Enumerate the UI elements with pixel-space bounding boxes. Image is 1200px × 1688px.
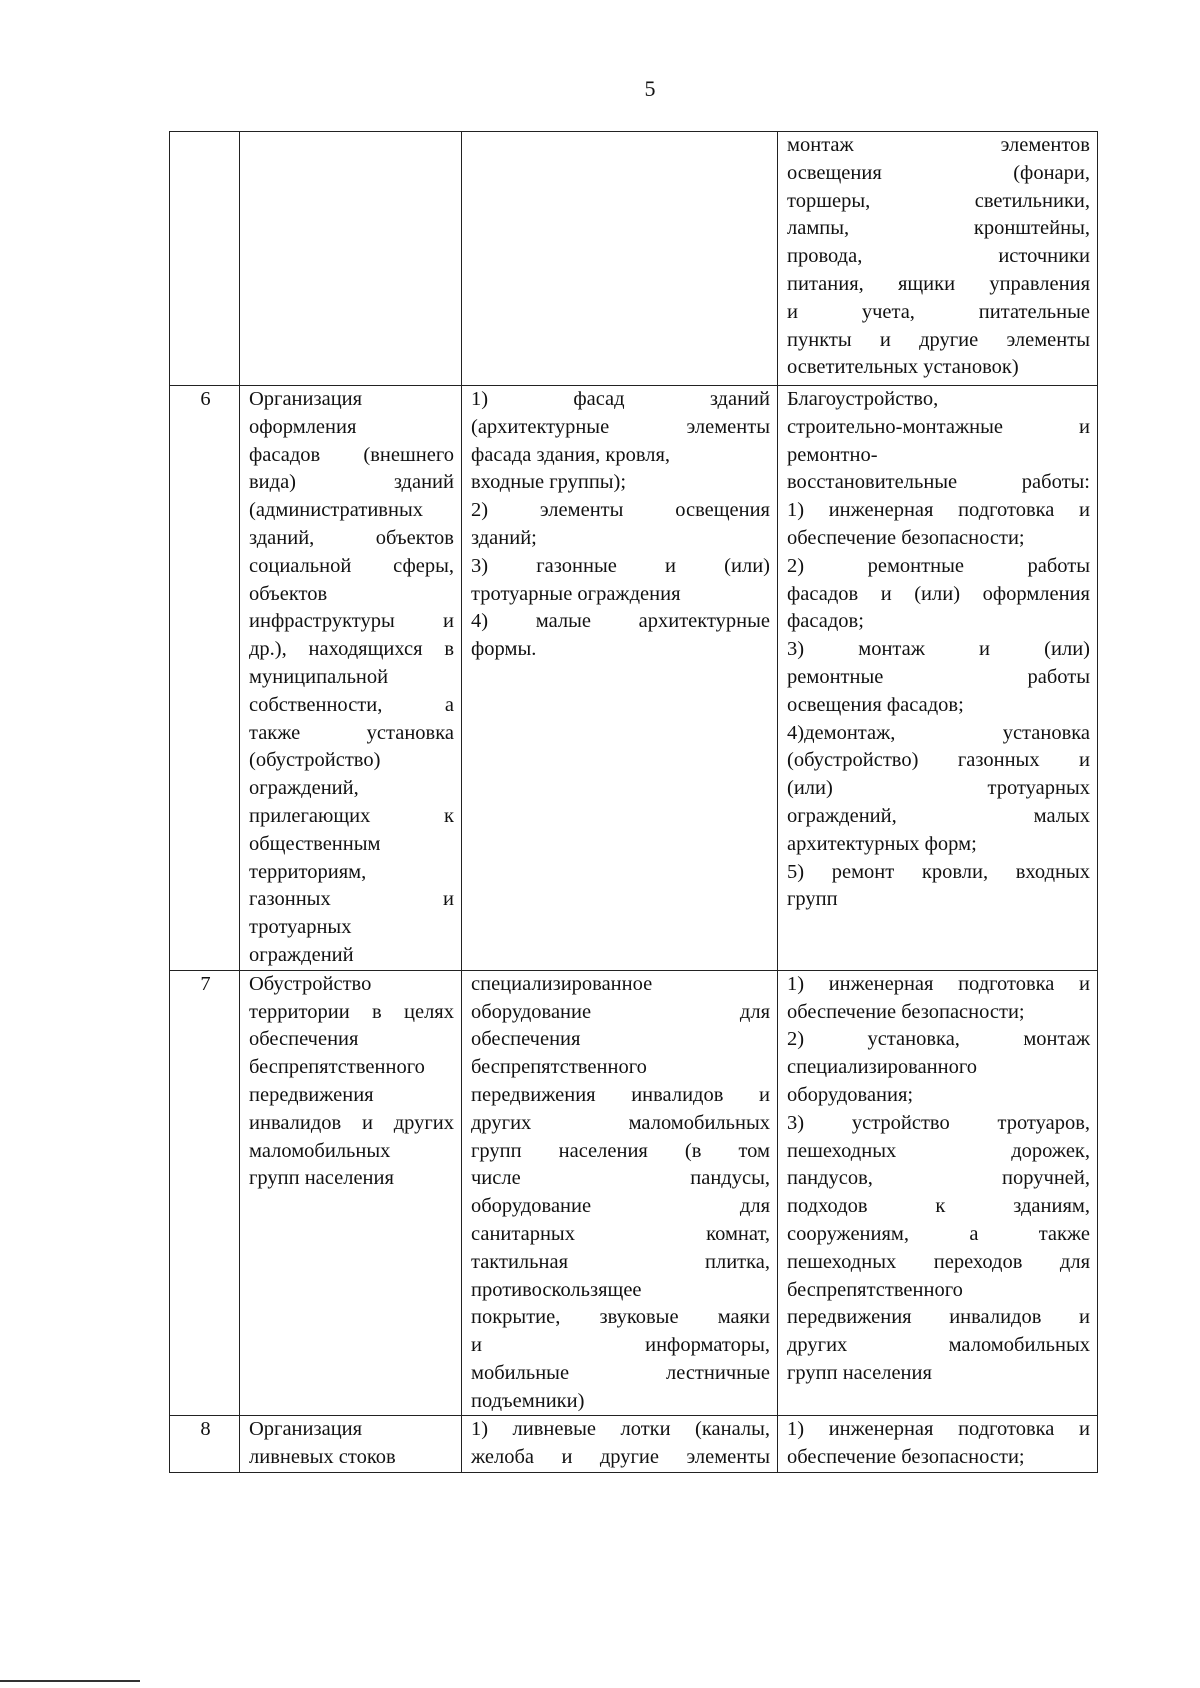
text-line: Организация (249, 388, 363, 410)
text-line: объектов (249, 582, 328, 605)
text-line: Организация (249, 1418, 363, 1441)
text-line: Обустройство (249, 972, 372, 995)
text-line: фасадов и (или) оформления (787, 582, 1090, 605)
text-line: тротуарных (249, 916, 352, 939)
work-type-cell (240, 970, 462, 1416)
text-line: оборудования; (787, 1083, 914, 1106)
text-line: также установка (249, 721, 454, 744)
text-line: подходов к зданиям, (787, 1195, 1090, 1218)
text-line: специализированного (787, 1056, 978, 1079)
text-line: 4)демонтаж, установка (787, 721, 1090, 744)
text-line: и учета, питательные (787, 300, 1090, 323)
table-row (170, 386, 1098, 971)
text-line: тротуарные ограждения (471, 582, 681, 605)
text-line: ограждений, (249, 777, 359, 800)
text-line: обеспечение безопасности; (787, 526, 1025, 549)
text-line: 1) инженерная подготовка и (787, 499, 1090, 522)
text-line: санитарных комнат, (471, 1222, 770, 1245)
text-line: (или) тротуарных (787, 777, 1090, 800)
text-line: ливневых стоков (249, 1446, 396, 1469)
text-line: оборудование для (471, 1000, 770, 1023)
works-cell (778, 132, 1098, 386)
text-line: торшеры, светильники, (787, 189, 1090, 212)
text-line: 3) газонные и (или) (471, 554, 770, 577)
work-type-cell (240, 1416, 462, 1473)
text-line: групп населения (в том (471, 1139, 770, 1162)
page-number: 5 (644, 76, 656, 101)
text-line: пандусов, поручней, (787, 1167, 1090, 1190)
text-line: 2) элементы освещения (471, 499, 770, 522)
elements-cell (462, 1416, 778, 1473)
text-line: пункты и другие элементы (787, 328, 1090, 351)
text-line: 5) ремонт кровли, входных (787, 860, 1090, 883)
text-line: других маломобильных (471, 1111, 770, 1134)
text-line: питания, ящики управления (787, 272, 1090, 295)
text-line: зданий; (471, 526, 537, 549)
text-line: территориям, (249, 860, 367, 883)
text-line: тактильная плитка, (471, 1250, 770, 1273)
text-line: общественным (249, 832, 381, 855)
text-line: архитектурных форм; (787, 832, 977, 855)
text-line: (архитектурные элементы (471, 415, 770, 438)
works-cell (778, 386, 1098, 971)
text-line: фасада здания, кровля, (471, 443, 671, 466)
text-line: беспрепятственного (471, 1056, 647, 1079)
table-row (170, 970, 1098, 1416)
text-line: 1) инженерная подготовка и (787, 1418, 1090, 1441)
text-line: пешеходных переходов для (787, 1250, 1090, 1273)
text-line: желоба и другие элементы (471, 1446, 770, 1469)
text-line: Благоустройство, (787, 388, 939, 410)
text-line: вида) зданий (249, 471, 454, 494)
text-line: и информаторы, (471, 1334, 770, 1357)
work-type-cell (240, 132, 462, 386)
text-line: обеспечение безопасности; (787, 1446, 1025, 1469)
text-line: передвижения (249, 1083, 374, 1106)
elements-cell (462, 386, 778, 971)
text-line: территории в целях (249, 1000, 454, 1023)
text-line: обеспечения (471, 1028, 581, 1051)
text-line: освещения фасадов; (787, 693, 964, 716)
text-line: числе пандусы, (471, 1167, 770, 1190)
text-line: групп (787, 888, 838, 911)
text-line: оборудование для (471, 1195, 770, 1218)
text-line: пешеходных дорожек, (787, 1139, 1090, 1162)
text-line: восстановительные работы: (787, 471, 1090, 494)
text-line: 1) инженерная подготовка и (787, 972, 1090, 995)
text-line: беспрепятственного (249, 1056, 425, 1079)
text-line: специализированное (471, 972, 653, 995)
text-line: фасадов; (787, 610, 864, 633)
text-line: маломобильных (249, 1139, 391, 1162)
table-row (170, 1416, 1098, 1473)
document-table (169, 131, 1098, 1473)
footer-rule (0, 1680, 140, 1682)
table-row (170, 132, 1098, 386)
text-line: ограждений (249, 943, 354, 966)
row-number-cell: 7 (170, 970, 240, 1416)
text-line: 3) устройство тротуаров, (787, 1111, 1090, 1134)
row-number-cell: 6 (170, 386, 240, 971)
text-line: 2) установка, монтаж (787, 1028, 1090, 1051)
text-line: освещения (фонари, (787, 161, 1090, 184)
works-cell (778, 970, 1098, 1416)
text-line: мобильные лестничные (471, 1361, 770, 1384)
text-line: фасадов (внешнего (249, 443, 454, 466)
text-line: муниципальной (249, 665, 389, 688)
text-line: лампы, кронштейны, (787, 217, 1090, 240)
text-line: 3) монтаж и (или) (787, 638, 1090, 661)
text-line: строительно-монтажные и (787, 415, 1090, 438)
text-line: других маломобильных (787, 1334, 1090, 1357)
text-line: обеспечения (249, 1028, 359, 1051)
text-line: покрытие, звуковые маяки (471, 1306, 770, 1329)
text-line: обеспечение безопасности; (787, 1000, 1025, 1023)
text-line: (обустройство) газонных и (787, 749, 1090, 772)
text-line: оформления (249, 415, 357, 438)
text-line: инвалидов и других (249, 1111, 454, 1134)
text-line: 4) малые архитектурные (471, 610, 770, 633)
text-line: передвижения инвалидов и (471, 1083, 770, 1106)
row-number-cell (170, 132, 240, 386)
text-line: социальной сферы, (249, 554, 454, 577)
text-line: подъемники) (471, 1389, 585, 1412)
text-line: (административных (249, 499, 423, 522)
text-line: 2) ремонтные работы (787, 554, 1090, 577)
text-line: собственности, а (249, 693, 454, 716)
text-line: прилегающих к (249, 804, 454, 827)
text-line: ремонтные работы (787, 665, 1090, 688)
text-line: (обустройство) (249, 749, 381, 772)
text-line: входные группы); (471, 471, 627, 494)
text-line: ремонтно- (787, 443, 878, 466)
work-type-cell (240, 386, 462, 971)
text-line: монтаж элементов (787, 134, 1090, 156)
text-line: 1) фасад зданий (471, 388, 770, 410)
text-line: групп населения (787, 1361, 932, 1384)
text-line: 1) ливневые лотки (каналы, (471, 1418, 770, 1441)
text-line: газонных и (249, 888, 454, 911)
text-line: инфраструктуры и (249, 610, 454, 633)
text-line: беспрепятственного (787, 1278, 963, 1301)
text-line: ограждений, малых (787, 804, 1090, 827)
text-line: провода, источники (787, 245, 1090, 268)
table-body (170, 132, 1098, 1473)
works-cell (778, 1416, 1098, 1473)
text-line: сооружениям, а также (787, 1222, 1090, 1245)
text-line: др.), находящихся в (249, 638, 454, 661)
elements-cell (462, 132, 778, 386)
text-line: формы. (471, 638, 537, 661)
elements-cell (462, 970, 778, 1416)
row-number-cell: 8 (170, 1416, 240, 1473)
text-line: зданий, объектов (249, 526, 454, 549)
text-line: осветительных установок) (787, 356, 1019, 379)
text-line: противоскользящее (471, 1278, 642, 1301)
text-line: передвижения инвалидов и (787, 1306, 1090, 1329)
text-line: групп населения (249, 1167, 394, 1190)
